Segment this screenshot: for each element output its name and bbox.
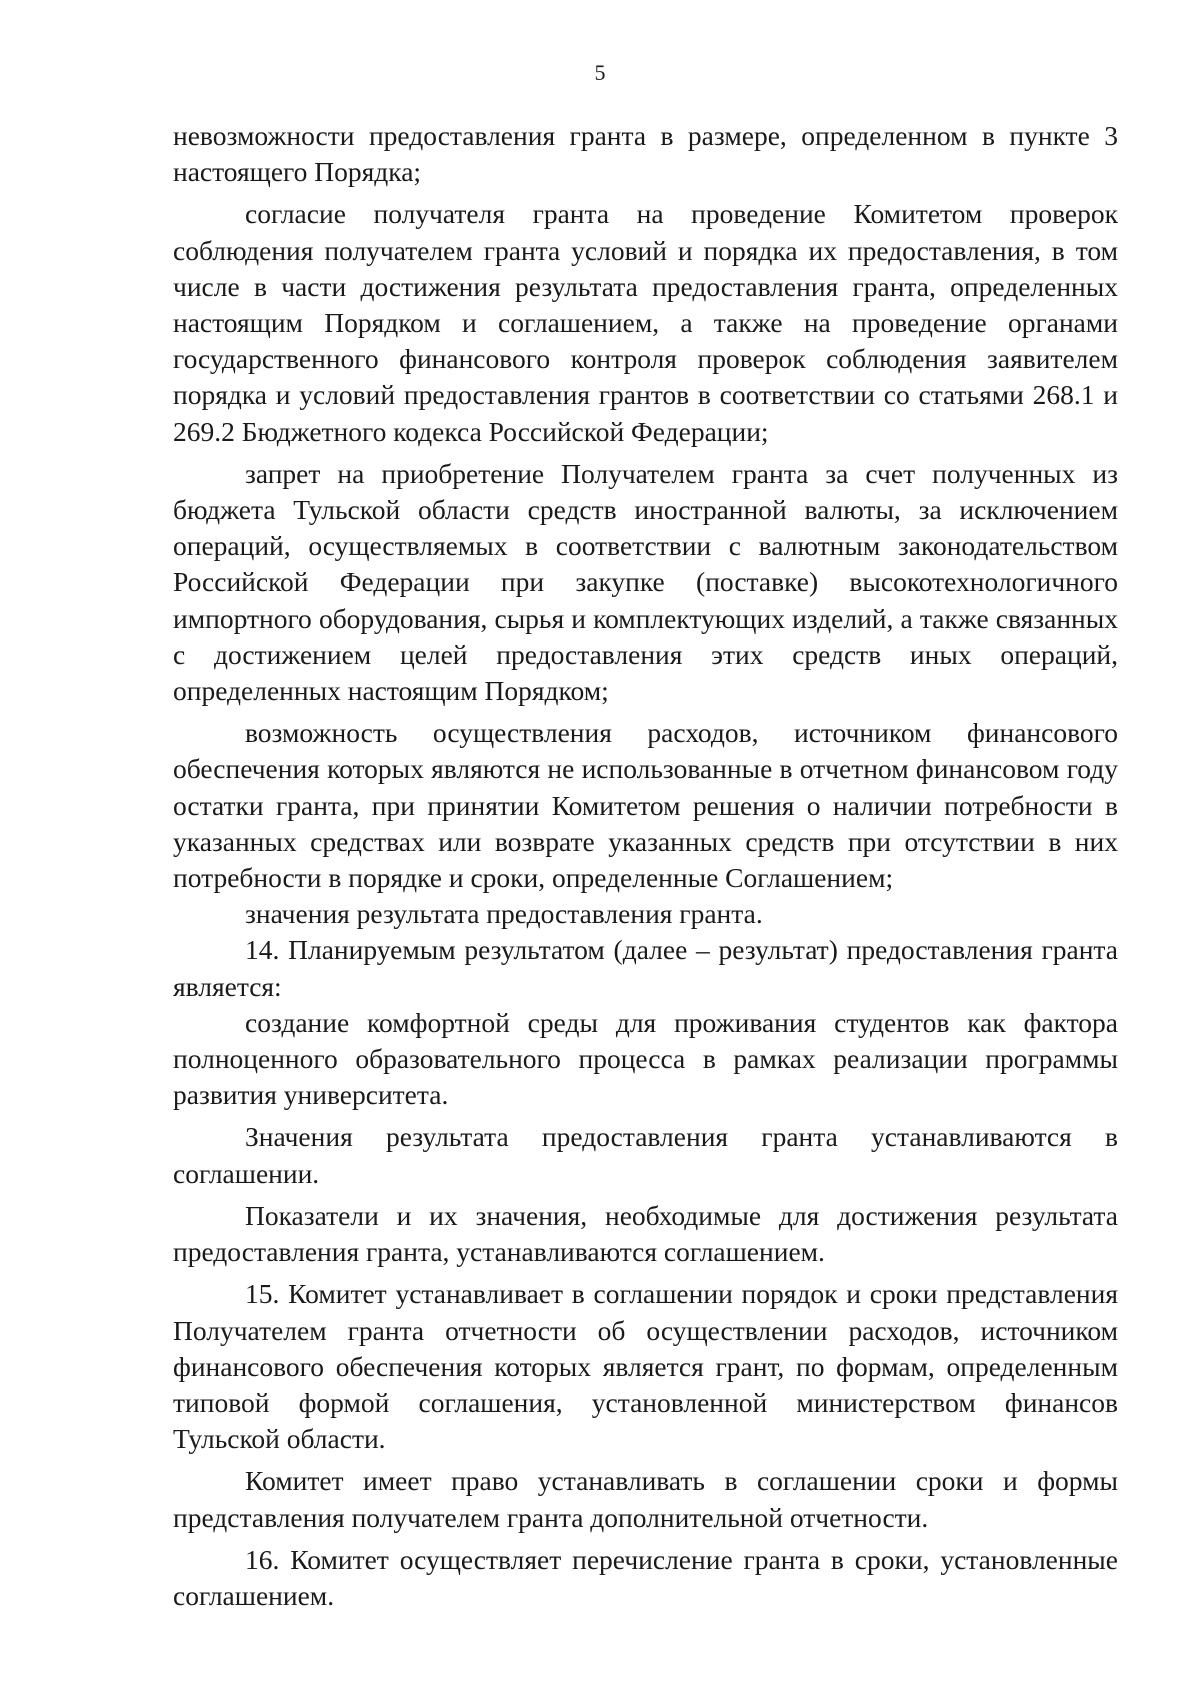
paragraph-continuation: невозможности предоставления гранта в размере, определенном в пункте 3 настоящего Порядка;	[173, 120, 1118, 188]
paragraph-unused-balances: возможность осуществления расходов, источником финансового обеспечения которых являются не использованные в отчетном финансовом году остатки гранта, при принятии Комитетом решения о наличии потребности в указанных средствах или возврате указанных средств при отсутствии в них потребности в порядке и сроки, определенные Соглашением;	[173, 717, 1118, 894]
paragraph-item-16: 16. Комитет осуществляет перечисление гранта в сроки, установленные соглашением.	[173, 1543, 1118, 1611]
paragraph-values-in-agreement: Значения результата предоставления гранта устанавливаются в соглашении.	[173, 1121, 1118, 1189]
paragraph-item-14: 14. Планируемым результатом (далее – результат) предоставления гранта является:	[173, 934, 1118, 1002]
paragraph-currency-ban: запрет на приобретение Получателем гранта за счет полученных из бюджета Тульской области средств иностранной валюты, за исключением операций, осуществляемых в соответствии с валютным законодательством Российской Федерации при закупке (поставке) высокотехнологичного импортного оборудования, сырья и комплектующих изделий, а также связанных с достижением целей предоставления этих средств иных операций, определенных настоящим Порядком;	[173, 457, 1118, 707]
paragraph-additional-reporting: Комитет имеет право устанавливать в соглашении сроки и формы представления получателем гранта дополнительной отчетности.	[173, 1465, 1118, 1533]
paragraph-consent-inspections: согласие получателя гранта на проведение Комитетом проверок соблюдения получателем гранта условий и порядка их предоставления, в том числе в части достижения результата предоставления гранта, определенных настоящим Порядком и соглашением, а также на проведение органами государственного финансового контроля проверок соблюдения заявителем порядка и условий предоставления грантов в соответствии со статьями 268.1 и 269.2 Бюджетного кодекса Российской Федерации;	[173, 198, 1118, 447]
paragraph-indicators: Показатели и их значения, необходимые для достижения результата предоставления гранта, устанавливаются соглашением.	[173, 1199, 1118, 1268]
document-body	[173, 118, 1118, 1614]
paragraph-comfortable-environment: создание комфортной среды для проживания студентов как фактора полноценного образовательного процесса в рамках реализации программы развития университета.	[173, 1006, 1118, 1111]
paragraph-result-values: значения результата предоставления гранта.	[245, 898, 763, 930]
paragraph-item-15: 15. Комитет устанавливает в соглашении порядок и сроки представления Получателем гранта отчетности об осуществлении расходов, источником финансового обеспечения которых является грант, по формам, определенным типовой формой соглашения, установленной министерством финансов Тульской области.	[173, 1278, 1118, 1455]
page-number: 5	[594, 60, 606, 85]
